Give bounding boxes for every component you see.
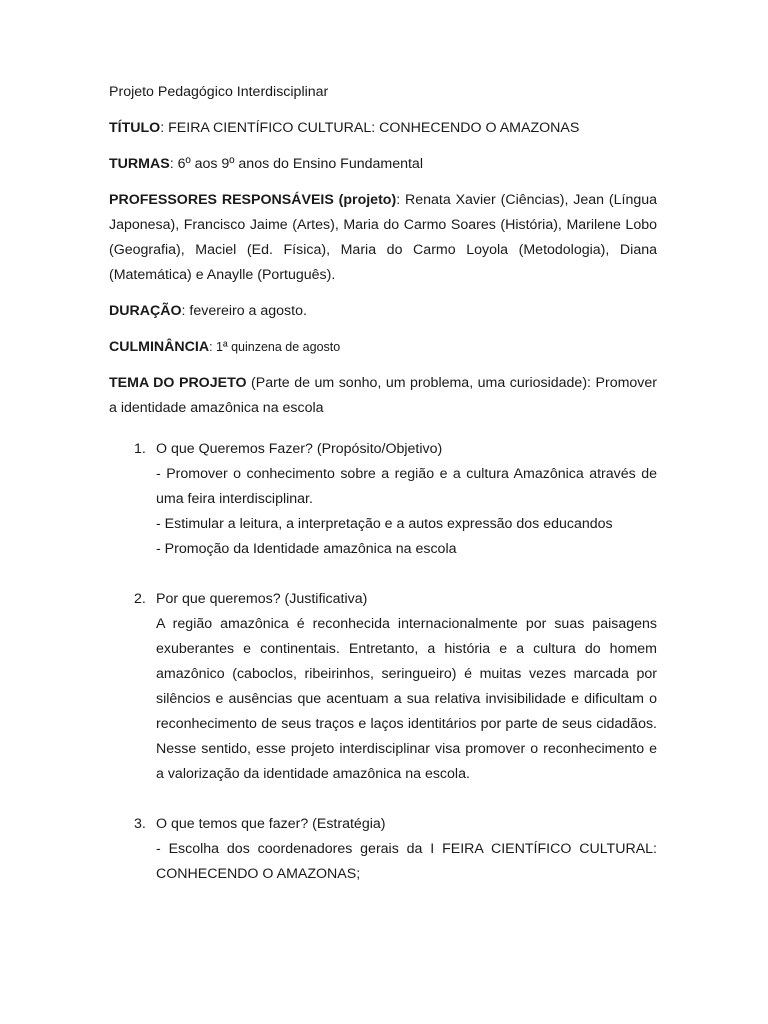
professores-label: PROFESSORES RESPONSÁVEIS (projeto): [109, 192, 397, 208]
list-item-number: 2.: [134, 591, 146, 607]
titulo-label: TÍTULO: [109, 120, 161, 136]
duracao-label: DURAÇÃO: [109, 303, 182, 319]
list-item-line: - Estimular a leitura, a interpretação e a autos expressão dos educandos: [156, 516, 613, 532]
list-item-line: - Promover o conhecimento sobre a região e a cultura Amazônica através de uma feira interdisciplinar.: [156, 466, 657, 507]
list-item-number: 3.: [134, 816, 146, 832]
tema-paragraph: [109, 371, 657, 421]
list-item-title: O que Queremos Fazer? (Propósito/Objetivo): [156, 441, 443, 457]
list-item-title: O que temos que fazer? (Estratégia): [156, 816, 386, 832]
titulo-paragraph: [109, 116, 657, 141]
culminancia-value: : 1ª quinzena de agosto: [209, 340, 341, 354]
list-item-number: 1.: [134, 441, 146, 457]
list-item-body: [156, 612, 657, 787]
culminancia-label: CULMINÂNCIA: [109, 339, 210, 355]
list-item-estrategia: [109, 812, 657, 887]
list-item-line: - Escolha dos coordenadores gerais da I FEIRA CIENTÍFICO CULTURAL: CONHECENDO O AMAZONAS;: [156, 841, 657, 882]
tema-value: (Parte de um sonho, um problema, uma curiosidade): Promover a identidade amazônica na escola: [109, 375, 657, 416]
duracao-paragraph: [109, 299, 657, 324]
tema-label: TEMA DO PROJETO: [109, 375, 247, 391]
numbered-list: [109, 437, 657, 887]
list-item-body: [156, 837, 657, 887]
turmas-paragraph: [109, 152, 657, 177]
professores-value: : Renata Xavier (Ciências), Jean (Língua Japonesa), Francisco Jaime (Artes), Maria do Carmo Soares (História), Marilene Lobo (Geografia), Maciel (Ed. Física), Maria do Carmo Loyola (Metodologia), Diana (Matemática) e Anaylle (Português).: [109, 192, 658, 283]
document-page: [109, 80, 657, 887]
list-item-line: A região amazônica é reconhecida internacionalmente por suas paisagens exuberantes e continentais. Entretanto, a história e a cultura do homem amazônico (caboclos, ribeirinhos, seringueiro) é muitas vezes marcada por silêncios e ausências que acentuam a sua relativa invisibilidade e dificultam o reconhecimento de seus traços e laços identitários por parte de seus cidadãos. Nesse sentido, esse projeto interdisciplinar visa promover o reconhecimento e a valorização da identidade amazônica na escola.: [156, 616, 657, 782]
list-item-justificativa: [109, 587, 657, 787]
turmas-value: : 6º aos 9º anos do Ensino Fundamental: [169, 156, 423, 172]
duracao-value: : fevereiro a agosto.: [181, 303, 307, 319]
turmas-label: TURMAS: [109, 156, 170, 172]
professores-paragraph: [109, 188, 657, 288]
list-item-title: Por que queremos? (Justificativa): [156, 591, 368, 607]
titulo-value: : FEIRA CIENTÍFICO CULTURAL: CONHECENDO O AMAZONAS: [160, 120, 580, 136]
list-item-body: [156, 462, 657, 562]
culminancia-paragraph: [109, 335, 657, 360]
list-item-objetivo: [109, 437, 657, 562]
document-heading: Projeto Pedagógico Interdisciplinar: [109, 84, 329, 100]
list-item-line: - Promoção da Identidade amazônica na escola: [156, 541, 457, 557]
